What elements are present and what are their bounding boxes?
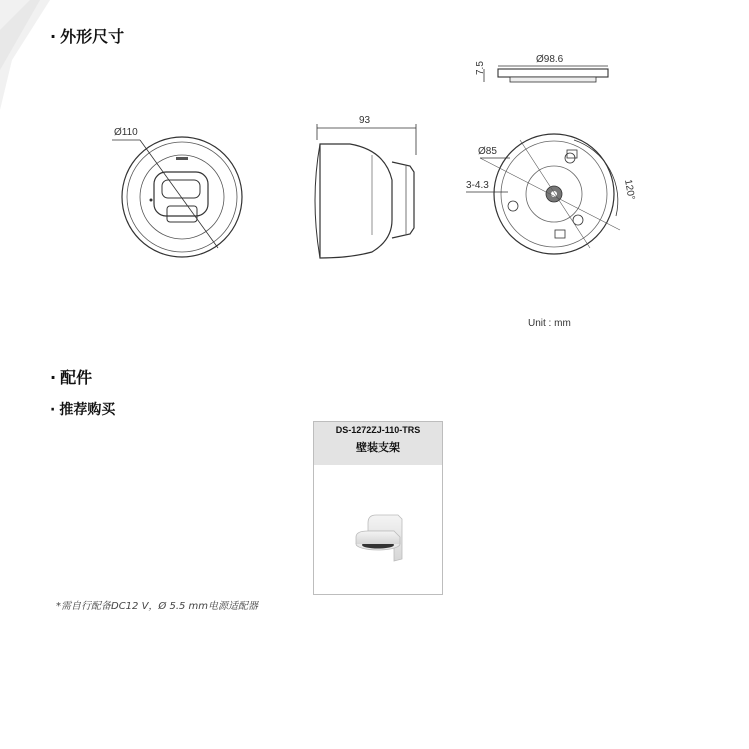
accessory-card-header (314, 422, 442, 465)
base-bottom-drawing (460, 120, 640, 270)
accessory-model: DS-1272ZJ-110-TRS (335, 425, 421, 435)
accessories-title-text: 配件 (60, 368, 93, 387)
title-bullet: · (50, 27, 57, 46)
dimensions-section-title (50, 24, 124, 47)
hole-spec-label: 3-4.3 (466, 180, 489, 191)
bottom-diameter-label: Ø85 (478, 146, 497, 157)
side-depth-label: 93 (359, 115, 371, 126)
accessory-card[interactable] (313, 421, 443, 595)
recommended-section-title (50, 399, 115, 419)
side-view-drawing (310, 110, 420, 270)
wall-bracket-image (314, 465, 442, 594)
recommended-title-text: 推荐购买 (59, 402, 116, 418)
base-height-label: 7.5 (475, 61, 486, 75)
corner-decoration (0, 0, 60, 120)
accessory-name: 壁装支架 (356, 441, 400, 454)
dimensions-title-text: 外形尺寸 (60, 27, 125, 46)
base-diameter-label: Ø98.6 (536, 54, 564, 65)
accessories-section-title (50, 365, 92, 388)
unit-label: Unit : mm (528, 318, 571, 329)
power-footnote: *需自行配备DC12 V，Ø 5.5 mm电源适配器 (56, 601, 259, 612)
title-bullet: · (50, 368, 57, 387)
base-side-drawing (470, 45, 620, 95)
front-diameter-label: Ø110 (114, 127, 138, 138)
title-bullet: · (50, 402, 56, 418)
front-view-drawing (110, 120, 260, 260)
angle-label: 120° (622, 178, 637, 201)
